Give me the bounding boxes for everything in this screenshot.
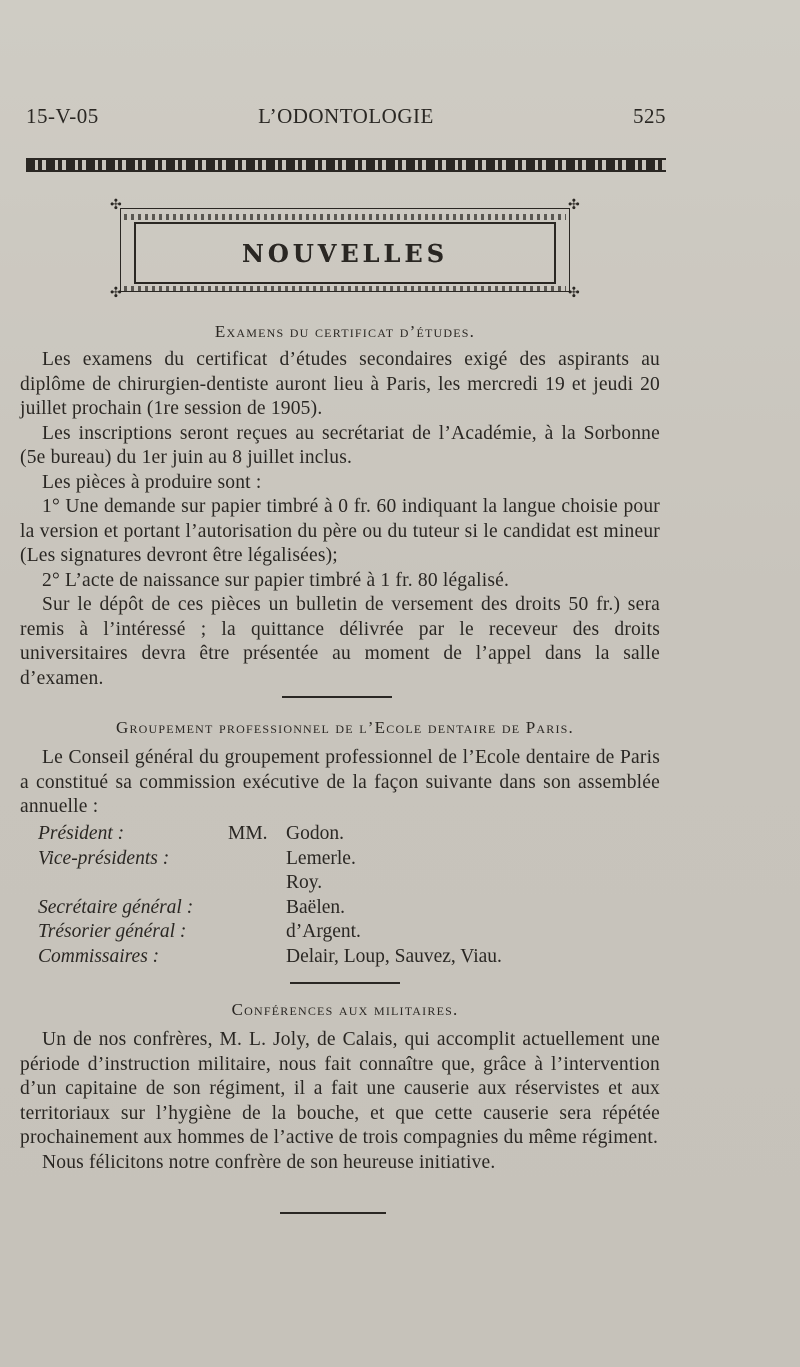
roster-row (38, 847, 658, 872)
paragraph: Sur le dépôt de ces pièces un bulletin de versement des droits 50 fr.) sera remis à l’intéressé ; la quittance délivrée par le receveur des droits universitaires devra être présentée au moment de l’appel dans la salle d’examen. (20, 594, 660, 689)
commission-roster (38, 822, 658, 969)
roster-honorific: MM. (228, 823, 268, 844)
paragraph: Les inscriptions seront reçues au secrétariat de l’Académie, à la Sorbonne (5e bureau) du 1er juin au 8 juillet inclus. (20, 422, 660, 468)
roster-name: Lemerle. (286, 847, 356, 869)
roster-name: Baëlen. (286, 896, 346, 918)
paragraph: Le Conseil général du groupement professionnel de l’Ecole dentaire de Paris a constitué sa commission exécutive de la façon suivante dans son assemblée annuelle : (20, 747, 660, 817)
roster-row (38, 871, 658, 896)
section-body-examens (20, 348, 660, 691)
roster-name: Godon. (286, 823, 344, 844)
ornamental-band (26, 158, 666, 172)
banner-wavy-line-bottom (124, 286, 566, 292)
running-header (26, 104, 666, 134)
page-number: 525 (633, 104, 666, 128)
paragraph: Les examens du certificat d’études secondaires exigé des aspirants au diplôme de chirurgien-dentiste auront lieu à Paris, les mercredi 19 et jeudi 20 juillet prochain (1re session de 1905). (20, 349, 660, 419)
roster-role: Secrétaire général : (38, 896, 194, 918)
roster-role: Trésorier général : (38, 921, 187, 942)
roster-row (38, 896, 658, 921)
roster-name: d’Argent. (286, 921, 361, 942)
corner-ornament-icon: ✣ (110, 286, 122, 301)
paragraph: Un de nos confrères, M. L. Joly, de Calais, qui accomplit actuellement une période d’instruction militaire, nous fait connaître que, grâce à l’intervention d’un capitaine de son régiment, il a fait une causerie aux réservistes et aux territoriaux sur l’hygiène de la bouche, et que cette causerie sera répétée prochainement aux hommes de l’active de trois compagnies du même régiment. (20, 1029, 660, 1148)
journal-title: L’ODONTOLOGIE (258, 104, 434, 128)
issue-date: 15-V-05 (26, 104, 99, 128)
section-body-conferences (20, 1028, 660, 1175)
section-divider (282, 696, 392, 698)
section-divider (290, 982, 400, 984)
paragraph: 2° L’acte de naissance sur papier timbré à 1 fr. 80 légalisé. (42, 569, 510, 591)
paragraph: Nous félicitons notre confrère de son heureuse initiative. (42, 1151, 496, 1173)
roster-name: Delair, Loup, Sauvez, Viau. (286, 945, 502, 967)
roster-role: Commissaires : (38, 945, 160, 967)
section-title-conferences: Conférences aux militaires. (231, 1000, 459, 1019)
roster-role: Président : (38, 823, 125, 844)
roster-role: Vice-présidents : (38, 847, 170, 869)
section-body-groupement (20, 746, 660, 820)
paragraph: Les pièces à produire sont : (42, 471, 262, 493)
corner-ornament-icon: ✣ (110, 198, 122, 213)
section-banner (110, 200, 580, 300)
closing-rule (280, 1212, 386, 1214)
roster-row (38, 920, 658, 945)
roster-row (38, 945, 658, 970)
corner-ornament-icon: ✣ (568, 198, 580, 213)
roster-name: Roy. (286, 872, 323, 893)
section-title-groupement: Groupement professionnel de l’Ecole dentaire de Paris. (115, 718, 575, 737)
paragraph: 1° Une demande sur papier timbré à 0 fr. 60 indiquant la langue choisie pour la version et portant l’autorisation du père ou du tuteur si le candidat est mineur (Les signatures devront être légalisées); (20, 496, 660, 566)
banner-inner-frame (134, 222, 556, 284)
corner-ornament-icon: ✣ (568, 286, 580, 301)
roster-row (38, 822, 658, 847)
banner-title: NOUVELLES (241, 238, 449, 268)
section-title-examens: Examens du certificat d’études. (214, 322, 476, 341)
banner-wavy-line-top (124, 214, 566, 220)
